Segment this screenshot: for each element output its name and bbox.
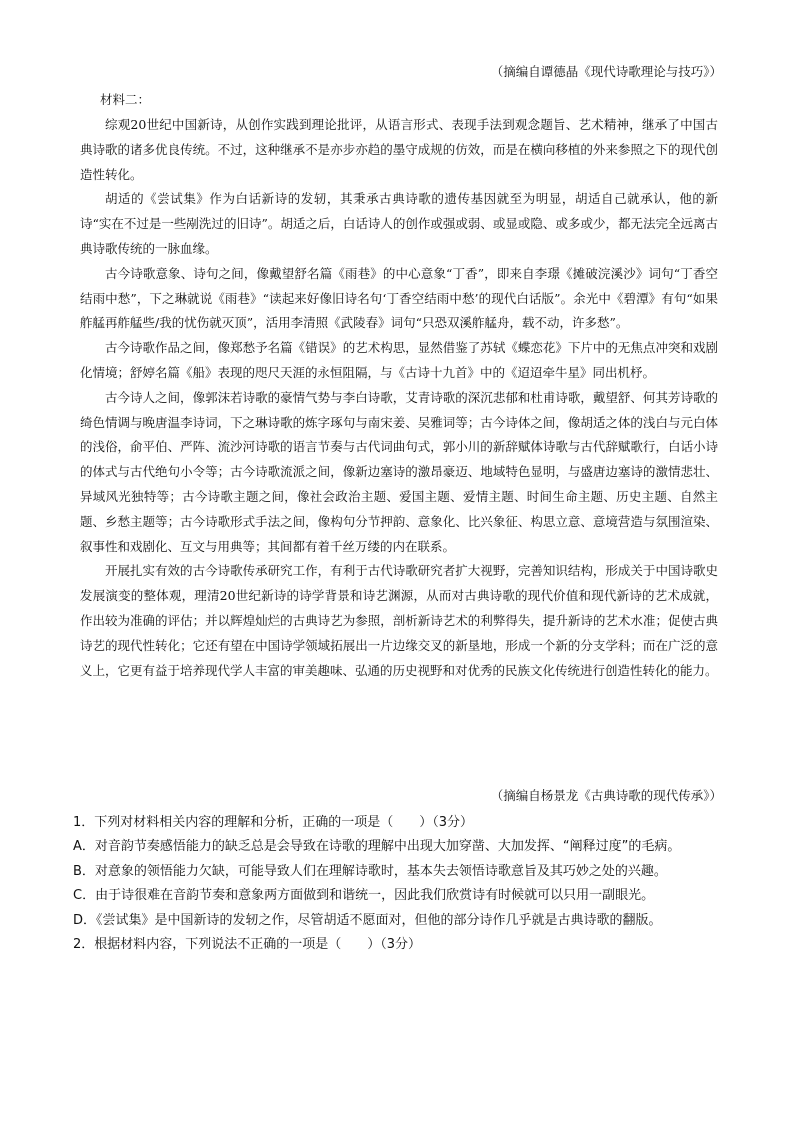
question-2-stem: 2．根据材料内容，下列说法不正确的一项是（ ）（3分） xyxy=(73,937,422,953)
material-2-heading: 材料二： xyxy=(100,92,151,107)
paragraph-2: 胡适的《尝试集》作为白话新诗的发轫，其秉承古典诗歌的遗传基因就至为明显，胡适自己就承认，他的新诗“实在不过是一些剐洗过的旧诗”。胡适之后，白话诗人的创作或强或弱、或显或隐、或多或少，都无法完全远离古典诗歌传统的一脉血缘。 xyxy=(80,191,718,256)
question-1-option-a: A．对音韵节奏感悟能力的缺乏总是会导致在诗歌的理解中出现大加穿凿、大加发挥、“阐释过度”的毛病。 xyxy=(73,839,681,855)
paragraph-6: 开展扎实有效的古今诗歌传承研究工作，有利于古代诗歌研究者扩大视野，完善知识结构，形成关于中国诗歌史发展演变的整体观，理清20世纪新诗的诗学背景和诗艺渊源，从而对古典诗歌的现代价值和现代新诗的艺术成就，作出较为准确的评估；并以辉煌灿烂的古典诗艺为参照，剖析新诗艺术的利弊得失，提升新诗的艺术水准；促使古典诗艺的现代性转化；它还有望在中国诗学领域拓展出一片边缘交叉的新垦地，形成一个新的分支学科；而在广泛的意义上，它更有益于培养现代学人丰富的审美趣味、弘通的历史视野和对优秀的民族文化传统进行创造性转化的能力。 xyxy=(80,563,718,678)
question-1-option-c: C．由于诗很难在音韵节奏和意象两方面做到和谐统一，因此我们欣赏诗有时候就可以只用一副眼光。 xyxy=(73,888,655,904)
question-1-stem: 1．下列对材料相关内容的理解和分析，正确的一项是（ ）（3分） xyxy=(73,815,474,830)
question-1-option-d: D．《尝试集》是中国新诗的发轫之作，尽管胡适不愿面对，但他的部分诗作几乎就是古典诗歌的翻版。 xyxy=(73,912,662,928)
material-2-body xyxy=(80,113,718,683)
question-1-option-b: B．对意象的领悟能力欠缺，可能导致人们在理解诗歌时，基本失去领悟诗歌意旨及其巧妙之处的兴趣。 xyxy=(73,863,667,879)
paragraph-3: 古今诗歌意象、诗句之间，像戴望舒名篇《雨巷》的中心意象“丁香”，即来自李璟《摊破浣溪沙》词句“丁香空结雨中愁”，下之琳就说《雨巷》“读起来好像旧诗名句‘丁香空结雨中愁’的现代白话版”。余光中《碧潭》有句“如果舴艋再舴艋些/我的忧伤就灭顶”，活用李清照《武陵春》词句“只恐双溪舴艋舟，载不动，许多愁”。 xyxy=(80,265,718,331)
questions-section xyxy=(73,811,723,957)
source-citation-top: （摘编自谭德晶《现代诗歌理论与技巧》） xyxy=(490,64,722,79)
source-citation-bottom: （摘编自杨景龙《古典诗歌的现代传承》） xyxy=(490,788,722,803)
paragraph-4: 古今诗歌作品之间，像郑愁予名篇《错误》的艺术构思，显然借鉴了苏轼《蝶恋花》下片中的无焦点冲突和戏剧化情境；舒婷名篇《船》表现的咫尺天涯的永恒阻隔，与《古诗十九首》中的《迢迢牵牛星》同出机杼。 xyxy=(80,340,718,380)
paragraph-5: 古今诗人之间，像郭沫若诗歌的豪情气势与李白诗歌，艾青诗歌的深沉悲郁和杜甫诗歌，戴望舒、何其芳诗歌的绮色情调与晚唐温李诗词，下之琳诗歌的炼字琢句与南宋姜、吴雅词等；古今诗体之间，像胡适之体的浅白与元白体的浅俗，俞平伯、严阵、流沙河诗歌的语言节奏与古代词曲句式，郭小川的新辞赋体诗歌与古代辞赋歌行，白话小诗的体式与古代绝句小令等；古今诗歌流派之间，像新边塞诗的激昂豪迈、地域特色显明，与盛唐边塞诗的激情悲壮、异域风光独特等；古今诗歌主题之间，像社会政治主题、爱国主题、爱情主题、时间生命主题、历史主题、自然主题、乡愁主题等；古今诗歌形式手法之间，像构句分节押韵、意象化、比兴象征、构思立意、意境营造与氛围渲染、叙事性和戏剧化、互文与用典等；其间都有着千丝万缕的内在联系。 xyxy=(80,389,718,554)
paragraph-1: 综观20世纪中国新诗，从创作实践到理论批评，从语言形式、表现手法到观念题旨、艺术精神，继承了中国古典诗歌的诸多优良传统。不过，这种继承不是亦步亦趋的墨守成规的仿效，而是在横向移植的外来参照之下的现代创造性转化。 xyxy=(80,117,718,182)
